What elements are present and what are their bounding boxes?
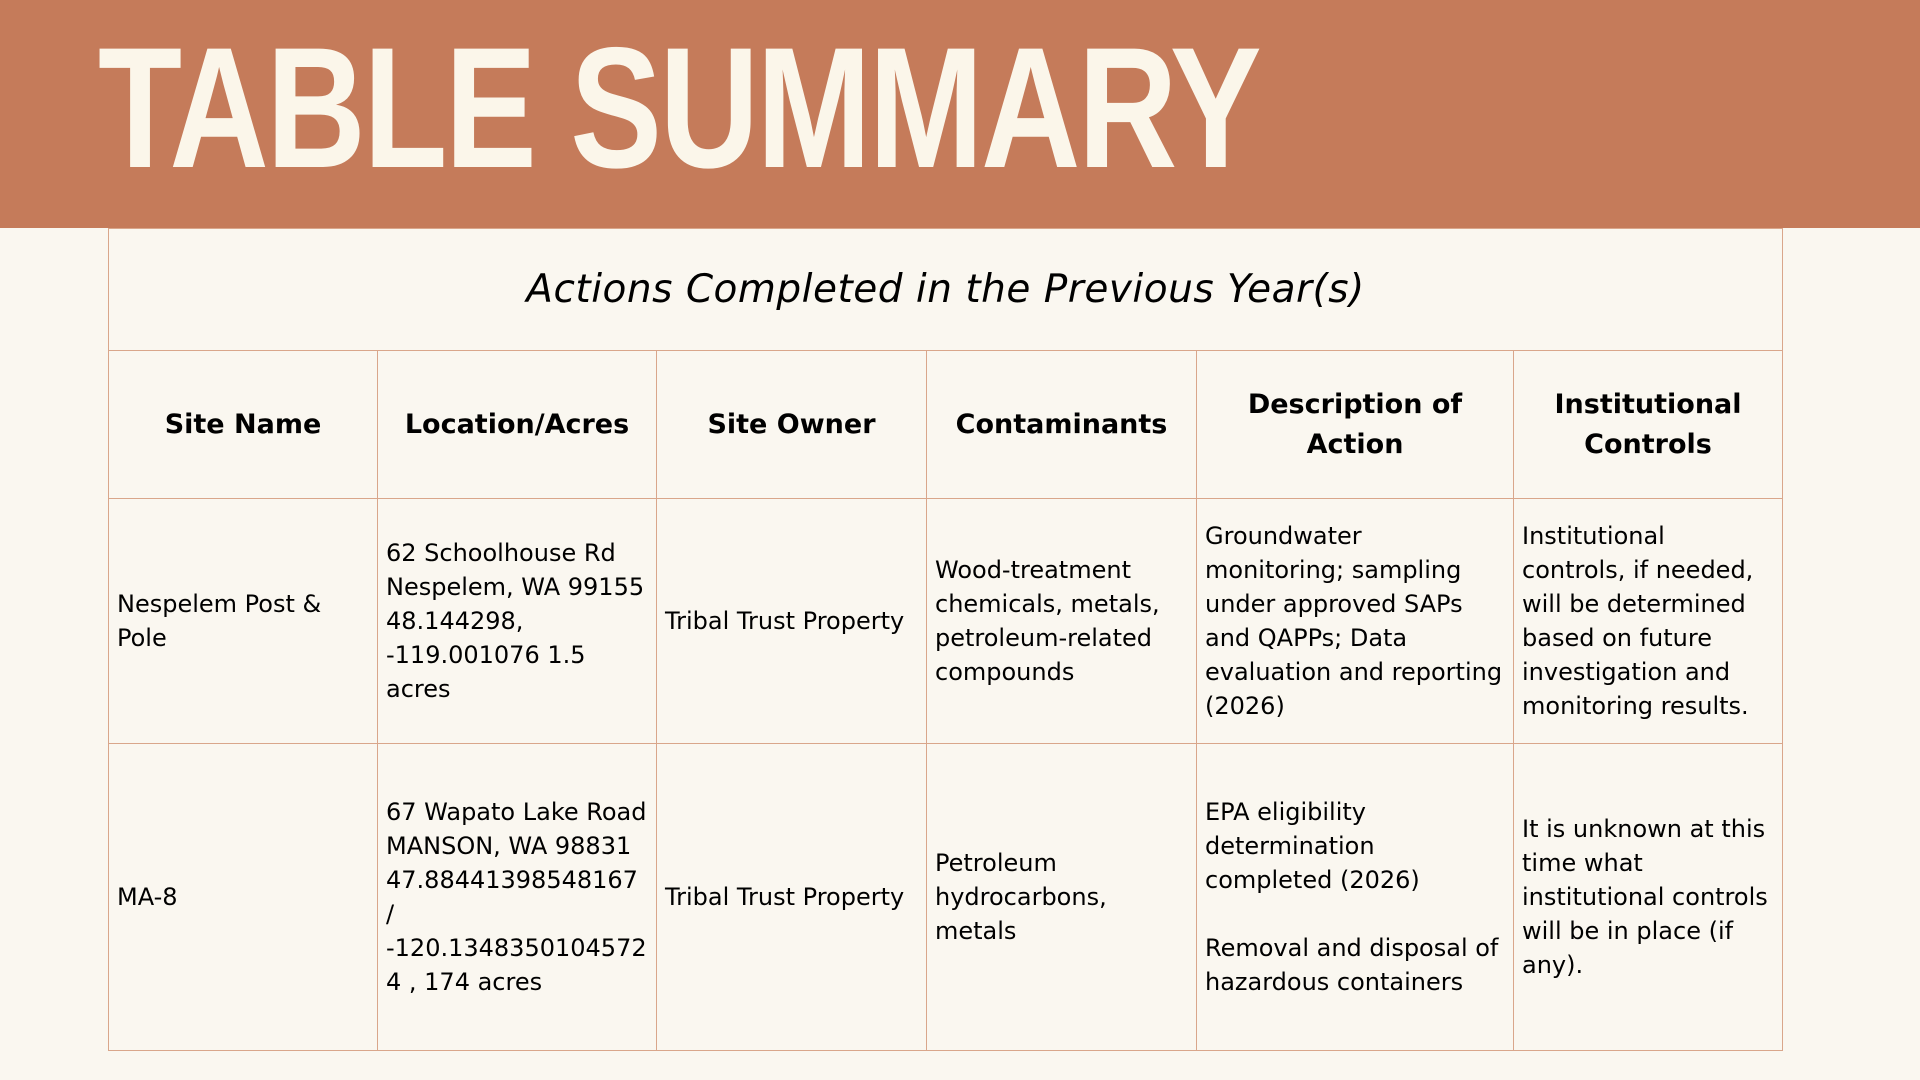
table-row [109, 744, 1783, 1051]
cell-site-owner: Tribal Trust Property [657, 499, 927, 744]
cell-institutional-controls: It is unknown at this time what institutional controls will be in place (if any). [1514, 744, 1783, 1051]
header-location-acres: Location/Acres [378, 351, 657, 499]
header-institutional-controls: Institutional Controls [1514, 351, 1783, 499]
cell-site-name: Nespelem Post & Pole [109, 499, 378, 744]
cell-location-acres: 62 Schoolhouse Rd Nespelem, WA 99155 48.144298, -119.001076 1.5 acres [378, 499, 657, 744]
table-header-row [109, 351, 1783, 499]
cell-description-of-action: EPA eligibility determination completed (2026) Removal and disposal of hazardous containers [1197, 744, 1514, 1051]
header-description-of-action: Description of Action [1197, 351, 1514, 499]
cell-site-owner: Tribal Trust Property [657, 744, 927, 1051]
cell-location-acres: 67 Wapato Lake Road MANSON, WA 98831 47.88441398548167 / -120.13483501045724 , 174 acres [378, 744, 657, 1051]
header-site-owner: Site Owner [657, 351, 927, 499]
header-site-name: Site Name [109, 351, 378, 499]
table-caption-row [109, 229, 1783, 351]
cell-site-name: MA-8 [109, 744, 378, 1051]
cell-contaminants: Petroleum hydrocarbons, metals [927, 744, 1197, 1051]
title-banner [0, 0, 1920, 228]
cell-description-of-action: Groundwater monitoring; sampling under approved SAPs and QAPPs; Data evaluation and reporting (2026) [1197, 499, 1514, 744]
table-row [109, 499, 1783, 744]
cell-contaminants: Wood-treatment chemicals, metals, petroleum-related compounds [927, 499, 1197, 744]
summary-table [108, 228, 1783, 1051]
page-title: TABLE SUMMARY [98, 12, 1260, 204]
header-contaminants: Contaminants [927, 351, 1197, 499]
cell-institutional-controls: Institutional controls, if needed, will be determined based on future investigation and monitoring results. [1514, 499, 1783, 744]
table-caption: Actions Completed in the Previous Year(s) [109, 229, 1783, 351]
